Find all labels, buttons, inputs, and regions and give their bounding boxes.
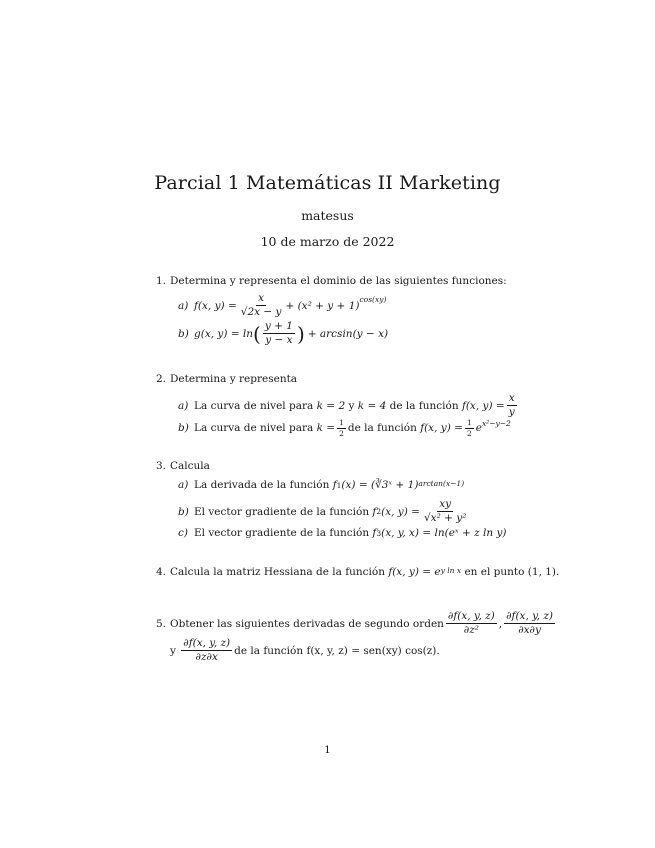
problem-1a [178,293,386,318]
function-args: (x, y) = [381,505,420,518]
problem-number: 3. [156,460,167,472]
problem-tail: en el punto (1, 1). [464,566,560,578]
problem-1 [156,275,507,287]
denominator: y − x [265,334,293,347]
function-name: f [372,505,377,518]
paren-right: ) [296,321,305,346]
document-author: matesus [301,208,354,223]
formula-lhs: f(x, y) = [194,299,237,312]
conjunction: y [348,399,355,412]
formula-lhs: g(x, y) = ln [194,327,254,340]
formula-rest: + arcsin(y − x) [307,327,389,340]
function-subscript: 3 [376,528,382,538]
numerator: xy [437,499,453,512]
half-fraction [337,419,346,438]
problem-1b [178,321,388,346]
item-text: La curva de nivel para [194,399,314,412]
separator: , [498,617,503,630]
problem-3c [178,527,506,539]
formula-body: (∛3ˣ + 1) [370,479,419,491]
problem-5-continued [170,638,440,663]
problem-2b [178,419,511,438]
item-text: La curva de nivel para [194,422,314,435]
numerator: 1 [466,418,472,427]
denominator: 2 [339,428,344,438]
problem-text: Calcula [170,460,210,472]
item-label: a) [178,399,189,412]
denominator: y [508,406,515,419]
denominator: 2 [466,428,472,438]
function-args: (x) = [341,479,368,491]
function-name: f [372,527,377,539]
problem-number: 5. [156,617,167,630]
problem-text: Determina y representa el dominio de las siguientes funciones: [170,275,507,287]
item-text: El vector gradiente de la función [194,527,370,539]
function-name: f [332,479,337,491]
numerator: ∂f(x, y, z) [181,638,232,651]
problem-3a [178,479,464,491]
derivative-2 [504,611,555,636]
problem-number: 4. [156,566,167,578]
conjunction: y [170,644,176,657]
numerator: ∂f(x, y, z) [446,611,497,624]
level-k2: k = 4 [357,399,387,412]
problem-2a [178,393,519,418]
denominator: √x² + y² [423,512,467,525]
fraction [422,499,468,524]
document-title: Parcial 1 Matemáticas II Marketing [154,172,501,194]
paren-left: ( [253,321,261,346]
derivative-1 [446,611,497,636]
function-lhs: f(x, y) = [420,422,463,435]
level-k: k = [316,422,336,435]
numerator: y + 1 [263,321,295,334]
item-label: b) [178,422,189,435]
numerator: ∂f(x, y, z) [504,611,555,624]
function-lhs: f(x, y) = e [388,566,441,578]
problem-text: Determina y representa [170,373,298,385]
item-label: c) [178,527,188,539]
problem-5 [156,611,557,636]
item-label: b) [178,327,189,340]
fraction [507,393,517,418]
page-number: 1 [324,744,331,756]
exponent: y ln x [440,566,462,575]
problem-number: 2. [156,373,167,385]
function-subscript: 1 [336,480,342,490]
item-label: a) [178,299,189,312]
function-subscript: 2 [376,507,382,517]
exponent: cos(xy) [359,295,387,304]
denominator: ∂x∂y [518,624,541,637]
item-text-2: de la función [389,399,459,412]
numerator: 1 [339,418,344,427]
item-text: El vector gradiente de la función [194,505,370,518]
denominator: ∂z∂x [195,651,218,664]
numerator: x [256,293,266,306]
item-label: b) [178,505,189,518]
numerator: x [507,393,517,406]
fraction [239,293,284,318]
document-date: 10 de marzo de 2022 [260,234,395,249]
function-args: (x, y, x) = ln(eˣ + z ln y) [381,527,507,539]
fraction [263,321,295,346]
item-label: a) [178,479,189,491]
problem-3b [178,499,470,524]
base: e [475,422,482,435]
problem-3 [156,460,210,472]
problem-text: Calcula la matriz Hessiana de la función [170,566,385,578]
exponent: x²−y−2 [481,419,511,428]
item-text: La derivada de la función [194,479,330,491]
level-k1: k = 2 [316,399,346,412]
item-text-2: de la función [347,422,417,435]
problem-4 [156,566,559,578]
function-lhs: f(x, y) = [461,399,505,412]
coefficient-fraction [465,419,474,438]
problem-number: 1. [156,275,167,287]
denominator: √2x − y [240,306,282,319]
problem-2 [156,373,297,385]
exponent: arctan(x−1) [418,479,465,488]
formula-rest: + (x² + y + 1) [285,299,360,312]
denominator: ∂z² [463,624,479,637]
derivative-3 [181,638,232,663]
problem-tail: de la función f(x, y, z) = sen(xy) cos(z). [234,644,440,657]
problem-text: Obtener las siguientes derivadas de segundo orden [170,617,444,630]
